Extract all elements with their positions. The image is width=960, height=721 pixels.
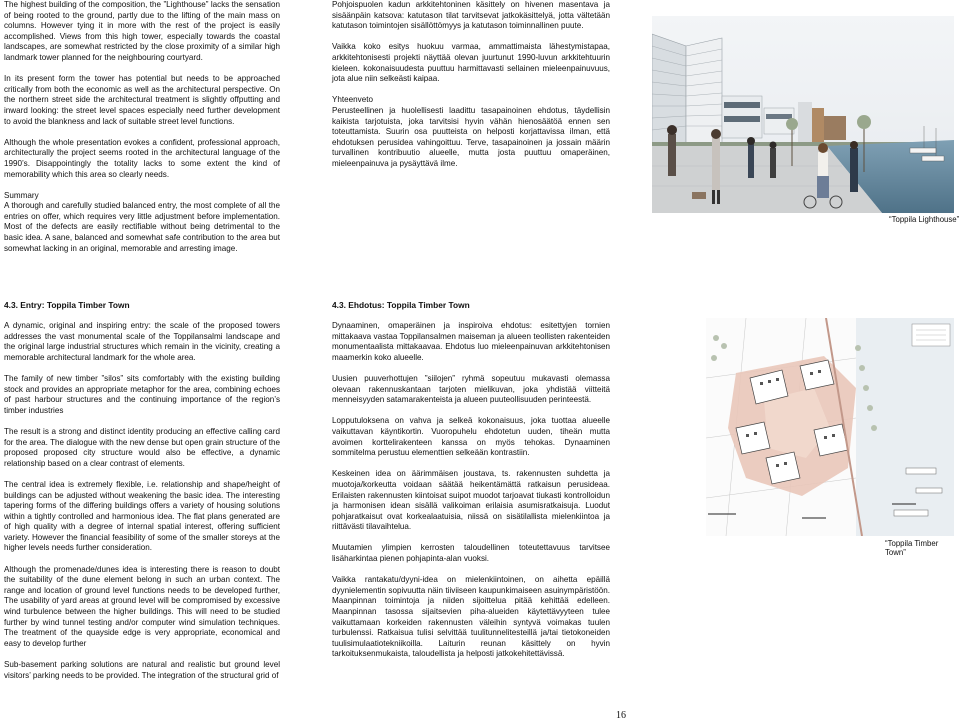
paragraph: A dynamic, original and inspiring entry: the scale of the proposed towers addresses the vast monumental scale of the Toppilansalmi landscape and the original large industrial structures which remain in the vicinity, creating a memorable architectural landmark for the whole area. [4,321,280,362]
paragraph: Although the promenade/dunes idea is interesting there is reason to doubt the suitability of the dune element belong in such an urban context. The range and location of ground level functions needs to be developed further, The usability of yard areas at ground level will be compromised by excessive wind turbulence between the higher buildings. This will need to be studied further by wind tunnel testing and/or computer wind simulation techniques. The treatment of the quayside edge is very appropriate, economical and easy to develop further [4,564,280,648]
paragraph: In its present form the tower has potential but needs to be approached critically from both the economic as well as the architectural perspective. On the northern street side the architectural treatment is slightly offputting and inward looking: the street level spaces especially need further development to avoid the blankness and lack of suitable street level functions. [4,74,280,126]
heading-entry-en: 4.3. Entry: Toppila Timber Town [4,300,130,310]
timber-town-site-plan-image [706,318,954,536]
page-number: 16 [616,710,626,721]
right-bottom-column [332,321,610,660]
paragraph: Lopputuloksena on vahva ja selkeä kokonaisuus, joka tuottaa alueelle vaikuttavan käyntikortin. Vuoropuhelu ehdotetun uuden, tiheän mutta avoimen korttelirakenteen kanssa on myös tehokas. Dynaaminen sommitelma perustuu elementtien selkeään kontrastiin. [332,416,610,458]
paragraph: The result is a strong and distinct identity producing an effective calling card for the area. The dialogue with the new dense but open grain structure of the proposed proposed city structure would also be effective, a dynamic relationship based on a clear contrast of elements. [4,426,280,468]
paragraph: Dynaaminen, omaperäinen ja inspiroiva ehdotus: esitettyjen tornien mittakaava vastaa Toppilansalmen maiseman ja alueen teollisten rakenteiden monumentaalista mittakaavaa. Ehdotus luo mieleenpainuvan arkkitehtonisen maamerkin koko alueelle. [332,321,610,362]
water [856,318,954,536]
left-top-column [4,0,280,265]
caption-timber-town: “Toppila Timber Town” [885,539,939,557]
paragraph: Muutamien ylimpien kerrosten taloudellinen toteutettavuus tarvitsee lisäharkintaa pienen pohjapinta-alan vuoksi. [332,543,610,564]
site-plan-illustration [706,318,954,536]
section-label-yhteenveto: Yhteenveto [332,95,373,105]
rendering-illustration [652,16,954,213]
caption-lighthouse: “Toppila Lighthouse” [889,215,960,224]
left-bottom-column [4,321,280,681]
paragraph: Vaikka rantakatu/dyyni-idea on mielenkiintoinen, on aihetta epäillä dyynielementin sopivuutta näin tiiviiseen kaupunkimaiseen asuinympäristöön. Maanpinnan toimintoja ja niiden sijoittelua pitää kehittää edelleen. Maanpinnan tasossa sijaitsevien piha-alueiden käytettävyyteen tulee vaikuttamaan korkeiden rakennusten väleihin syntyvä voimakas tuulen turbulenssi. Ratkaisua tulisi selvittää tuulitunnelitesteillä ja/tai tietokoneiden tuulisimulaatiotekniikoilla. Laiturin reunan käsittely on hyvin tarkoituksenmukaista, taloudellista ja helposti jatkokehitettävissä. [332,575,610,659]
paragraph: The family of new timber ”silos” sits comfortably with the existing building stock and provides an appropriate metaphor for the area, combining echoes of past harbour structures and the continuing importance of the region’s timber industries [4,373,280,415]
right-top-column [332,0,610,180]
paragraph: Perusteellinen ja huolellisesti laadittu tasapainoinen ehdotus, täydellisin kaikista tarjotuista, joka tarvitsisi hyvin vähän hienosäätöä ennen sen toteuttamista. Suurin osa puutteista on helposti korjattavissa ilman, että ehdotuksen perusidea vahingoittuu. Terve, tasapainoinen ja jossain määrin turvallinen kontribuutio alueelle, mutta josta puuttuu omaperäinen, mieleenpainuva ja pysäyttävä ilme. [332,105,610,168]
paragraph: The highest building of the composition, the ”Lighthouse” lacks the sensation of being rooted to the ground, partly due to the lifting of the main mass on columns. However tying it in more with the rest of the project is easily accomplished. Views from this high tower, especially towards the coastal landscapes, are somewhat restricted by the close proximity of a similar high landmark tower planned for the neighbouring courtyard. [4,0,280,62]
paragraph: A thorough and carefully studied balanced entry, the most complete of all the entries on offer, which requires very little adjustment before implementation. Most of the defects are easily rectifiable without being detrimental to the basic idea. A sane, balanced and somewhat safe contribution to the area but somewhat lacking in an original, memorable and arresting image. [4,201,280,253]
paragraph: The central idea is extremely flexible, i.e. relationship and shape/height of buildings can be adjusted without weakening the basic idea. The interesting tapering forms of the differing buildings offers a variety of housing solutions within a tightly controlled and harmonious idea. The flat plans generated are of high quality with a degree of internal spatial interest, offering sufficient variety. However the financial feasibility of some of the smaller storeys at the higher levels needs further consideration. [4,479,280,553]
paragraph: Although the whole presentation evokes a confident, professional approach, architecturally the project seems rooted in the architectural language of the 1990’s. Disappointingly the totality lacks to some extent the kind of memorability which this area so clearly needs. [4,137,280,179]
paragraph: Uusien puuverhottujen ”siilojen” ryhmä sopeutuu mukavasti olemassa olevaan rakennuskantaan tarjoten mielikuvan, joka yhdistää viitteitä menneisyyden satamarakenteista ja alueen puuteollisuuden perinteestä. [332,373,610,405]
paragraph: Vaikka koko esitys huokuu varmaa, ammattimaista lähestymistapaa, arkkitehtonisesti projekti näyttää olevan juurtunut 1990-luvun arkkitehtuurin kieleen. kokonaisuudesta puuttuu harmittavasti sellainen mieleenpainuvuus, jota alue niin selkeästi kaipaa. [332,42,610,84]
section-label-summary: Summary [4,190,39,200]
paragraph: Sub-basement parking solutions are natural and realistic but ground level visitors’ parking needs to be provided. The integration of the structural grid of [4,660,280,680]
lighthouse-rendering-image [652,16,954,213]
heading-entry-fi: 4.3. Ehdotus: Toppila Timber Town [332,300,470,310]
paragraph: Keskeinen idea on äärimmäisen joustava, ts. rakennusten suhdetta ja muotoja/korkeutta voidaan säätää heikentämättä ratkaisun perusideaa. Erilaisten rakennusten kiintoisat suipot muodot tarjoavat tiukasti kontrolloidun ja harmonisen idean sisällä valikoiman erilaisia asumisratkaisuja. Luodut pohjaratkaisut ovat korkealaatuisia, niissä on sisätilallista mielenkiintoa ja riittävästi tilavaihtelua. [332,469,610,532]
paragraph: Pohjoispuolen kadun arkkitehtoninen käsittely on hivenen masentava ja sisäänpäin katsova: katutason tilat tarvitsevat jatkokäsittelyä, jotta vältetään katutason toimintojen sisällöttömyys ja katutason toiminnallinen puute. [332,0,610,31]
